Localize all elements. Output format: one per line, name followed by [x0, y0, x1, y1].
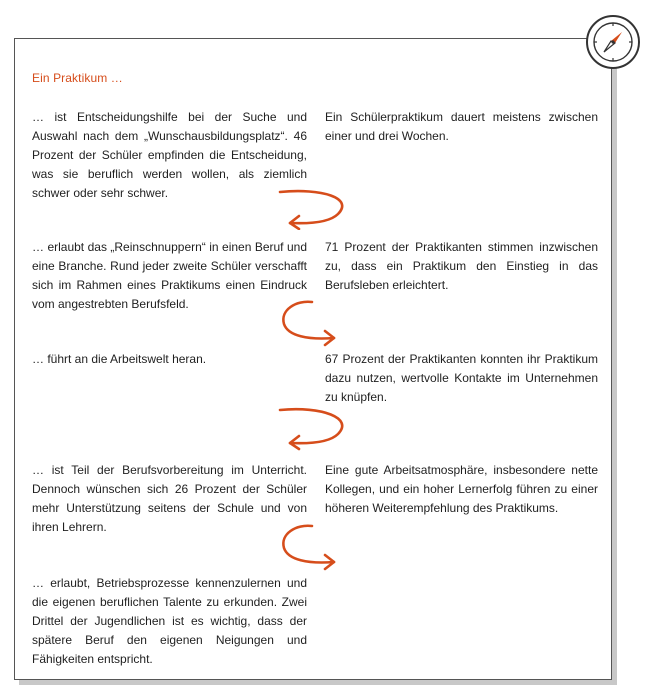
curved-arrow-icon [272, 296, 354, 348]
curved-arrow-icon [272, 186, 354, 230]
left-text-2: … erlaubt das „Reinschnuppern“ in einen Beruf und eine Branche. Rund jeder zweite Schüler verschafft sich im Rahmen eines Praktikums einen Eindruck vom angestrebten Berufsfeld. [32, 240, 307, 311]
curved-arrow-icon [272, 520, 354, 572]
left-text-1: … ist Entscheidungshilfe bei der Suche und Auswahl nach dem „Wunschausbildungsplatz“. 46 Prozent der Schüler empfinden die Entscheidung, was sie beruflich werden wollen, als ziemlich schwer oder sehr schwer. [32, 110, 307, 200]
section-heading: Ein Praktikum … [32, 71, 123, 85]
left-text-5: … erlaubt, Betriebsprozesse kennenzulernen und die eigenen beruflichen Talente zu erkunden. Zwei Drittel der Jugendlichen ist es wichtig, dass der spätere Beruf den eigenen Neigungen und Fähigkeiten entspricht. [32, 576, 307, 666]
right-text-3: 67 Prozent der Praktikanten konnten ihr Praktikum dazu nutzen, wertvolle Kontakte im Unternehmen zu knüpfen. [325, 352, 598, 404]
left-text-3: … führt an die Arbeitswelt heran. [32, 352, 207, 366]
curved-arrow-icon [272, 404, 354, 456]
right-text-2: 71 Prozent der Praktikanten stimmen inzwischen zu, dass ein Praktikum den Einstieg in das Berufsleben erleichtert. [325, 240, 598, 292]
compass-icon [585, 14, 641, 70]
right-text-1: Ein Schülerpraktikum dauert meistens zwischen einer und drei Wochen. [325, 110, 598, 143]
right-text-4: Eine gute Arbeitsatmosphäre, insbesondere nette Kollegen, und ein hoher Lernerfolg führen zu einer höheren Weiterempfehlung des Praktikums. [325, 463, 598, 515]
left-text-4: … ist Teil der Berufsvorbereitung im Unterricht. Dennoch wünschen sich 26 Prozent der Schüler mehr Unterstützung seitens der Schule und von ihren Lehrern. [32, 463, 307, 534]
